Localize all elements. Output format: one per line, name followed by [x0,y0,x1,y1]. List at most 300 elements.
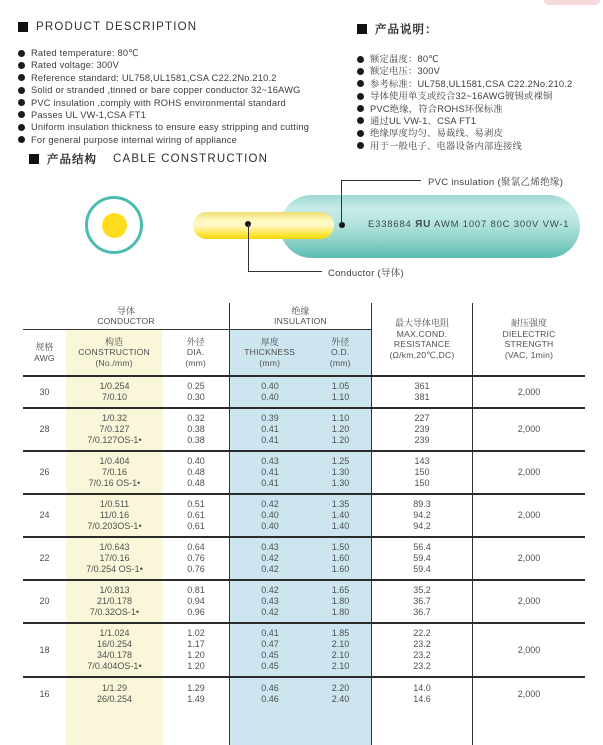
cell-value: 150 [414,467,430,477]
cell-value: 0.45 [261,650,279,660]
group-label-zh: 绝缘 [291,305,310,316]
cell-value: 1/0.32 [101,413,128,423]
bullet-text: PVC绝缘，符合ROHS环保标准 [370,103,503,114]
cell-value: 23.2 [413,661,431,671]
cell-value: 0.43 [261,596,279,606]
cell-value: 7/0.203OS-1• [87,521,142,531]
cell-value: 1.20 [187,661,205,671]
cell-value: 56.4 [413,542,431,552]
bullet-icon [18,87,25,94]
product-description-section [18,21,348,146]
cell-value: 0.42 [261,553,279,563]
hdr-unit: (mm) [329,357,351,368]
cell-dielectric [473,581,585,622]
section-marker-icon [357,24,367,34]
cell-value: 1.60 [331,564,350,574]
cell-awg [23,678,66,745]
cell-value: 0.41 [261,478,279,488]
bullet-text: PVC insulation ,comply with ROHS environmental standard [31,97,286,108]
cable-print-text [368,219,570,230]
bullet-text: For general purpose internal wiring of appliance [31,134,237,145]
cell-value: 0.48 [187,478,205,488]
cell-value: 59.4 [413,564,431,574]
cell-value: 23.2 [413,650,431,660]
bullet-text: 通过UL VW-1、CSA FT1 [370,115,477,126]
bullet-item [18,72,348,84]
hdr-zh: 最大导体电阻 [394,318,449,328]
cell-value: 0.43 [261,542,279,552]
cell-od [310,538,372,579]
section-title: PRODUCT DESCRIPTION [36,21,198,33]
cell-value: 0.42 [261,499,279,509]
cell-dielectric [473,678,585,745]
cell-dielectric [473,409,585,450]
cell-value: 14.6 [413,694,431,704]
cell-value: 94.2 [413,510,431,520]
cell-value: 35.2 [413,585,431,595]
insulation-callout-dot [339,222,345,228]
cell-od [310,377,372,407]
cell-resistance [372,409,473,450]
cell-value: 17/0.16 [99,553,130,563]
cell-value: 2.20 [331,683,350,693]
hdr-zh: 外径 [331,336,350,347]
bullet-item [357,53,602,65]
conductor-group-header [23,303,230,375]
cell-value: 239 [414,424,430,434]
cell-value: 1/0.404 [99,456,130,466]
cell-thickness [230,581,310,622]
spec-table [23,303,585,745]
cell-value: 0.42 [261,585,279,595]
cell-value: 150 [414,478,430,488]
cell-value: 1.80 [331,607,350,617]
bullet-icon [357,117,364,124]
bullet-item [357,65,602,77]
bullet-icon [357,56,364,63]
product-description-heading [18,21,348,33]
bullet-text: Uniform insulation thickness to ensure easy stripping and cutting [31,122,310,133]
bullet-item [18,59,348,71]
cell-value: 1/1.024 [99,628,130,638]
bullet-icon [18,50,25,57]
table-header [23,303,585,377]
cell-value: 1.65 [331,585,350,595]
hdr-en: DIA. [186,347,205,358]
section-title: 产品说明： [375,24,438,36]
bullet-text: 绝缘厚度均匀、易裁线、易剥皮 [370,128,503,139]
bullet-item [18,84,348,96]
bullet-item [357,127,602,139]
bullet-item [357,115,602,127]
cell-value: 0.43 [261,456,279,466]
cell-thickness [230,377,310,407]
bullet-item [357,78,602,90]
hdr-en: O.D. [330,347,350,358]
cell-value: 0.42 [261,564,279,574]
bullet-item [357,140,602,152]
cell-value: 0.46 [261,683,279,693]
cell-value: 7/0.254 OS-1• [86,564,143,574]
insulation-callout-line [341,180,421,181]
cell-value: 1/0.643 [99,542,130,552]
cell-value: 2.40 [331,694,350,704]
cell-thickness [230,495,310,536]
cell-value: 1/1.29 [101,683,128,693]
product-notes-heading [357,21,602,37]
bullet-text: Solid or stranded ,tinned or bare copper conductor 32~16AWG [31,85,301,96]
cell-value: 0.48 [187,467,205,477]
cell-dia [163,409,230,450]
cell-value: 2,000 [517,386,541,397]
conductor-subheaders [23,330,229,375]
bullet-icon [357,142,364,149]
cell-value: 1.17 [187,639,205,649]
cell-value: 7/0.10 [101,392,128,402]
hdr-zh: 规格 [35,342,54,352]
cell-value: 0.61 [187,510,205,520]
cell-value: 1.05 [331,381,350,391]
cell-value: 0.42 [261,607,279,617]
bullet-icon [18,111,25,118]
cell-value: 94.2 [413,521,431,531]
bullet-text: Reference standard: UL758,UL1581,CSA C22.2No.210.2 [31,72,277,83]
hdr-unit: (No./mm) [95,357,133,368]
cell-value: 0.76 [187,553,205,563]
cell-construction [66,377,163,407]
cell-value: 30 [39,386,50,397]
cell-value: 22 [39,553,50,563]
cell-value: 1/0.511 [99,499,130,509]
hdr-zh: 构造 [105,336,124,347]
cell-thickness [230,538,310,579]
bullet-icon [357,68,364,75]
cell-value: 36.7 [413,596,431,606]
table-row-group-awg-26 [23,452,585,495]
cell-value: 28 [39,424,50,434]
cell-od [310,409,372,450]
cell-awg [23,495,66,536]
cell-resistance [372,452,473,493]
cell-dielectric [473,624,585,676]
cell-value: 18 [39,644,50,655]
cell-value: 2,000 [517,644,541,655]
bullet-icon [357,80,364,87]
table-row-group-awg-22 [23,538,585,581]
cell-resistance [372,678,473,745]
cell-awg [23,377,66,407]
bullet-icon [357,93,364,100]
product-description-list [18,47,348,146]
cell-od [310,495,372,536]
cell-value: 26 [39,467,50,477]
cell-value: 0.40 [261,381,279,391]
construction-heading-en: CABLE CONSTRUCTION [113,153,269,165]
cell-value: 0.38 [187,435,205,445]
cell-resistance [372,624,473,676]
table-row-group-awg-24 [23,495,585,538]
insulation-group-header [230,303,372,375]
cable-diagram [0,170,603,303]
bullet-icon [18,136,25,143]
cell-value: 1.25 [331,456,350,466]
cell-awg [23,624,66,676]
cell-dia [163,624,230,676]
cell-dielectric [473,452,585,493]
cell-value: 2,000 [517,596,541,606]
bullet-text: 用于一般电子、电器设备内部连接线 [370,140,522,151]
cell-value: 0.61 [187,521,205,531]
cell-value: 361 [414,381,430,391]
bullet-item [18,47,348,59]
construction-heading [29,151,268,167]
insulation-subheaders [230,330,371,375]
hdr-unit: (mm) [259,357,281,368]
product-notes-list [357,53,602,152]
cell-value: 0.40 [261,392,279,402]
cell-value: 2,000 [517,510,541,520]
cell-construction [66,624,163,676]
header-awg [23,330,66,375]
cell-value: 14.0 [413,683,431,693]
cell-value: 0.47 [261,639,279,649]
cell-dia [163,452,230,493]
cell-value: 0.40 [187,456,205,466]
cell-value: 0.96 [187,607,205,617]
bullet-item [357,103,602,115]
conductor-label: Conductor (导体) [328,268,404,279]
cell-od [310,452,372,493]
cell-value: 0.39 [261,413,279,423]
cell-value: 239 [414,435,430,445]
bullet-item [18,109,348,121]
insulation-group-label [230,303,371,330]
cell-value: 59.4 [413,553,431,563]
conductor-rod [193,212,334,239]
cell-value: 0.41 [261,467,279,477]
hdr-unit: (Ω/km,20℃,DC) [389,349,455,360]
cell-od [310,581,372,622]
cell-value: 0.38 [187,424,205,434]
bullet-text: 额定温度：80℃ [370,54,439,64]
table-row-group-awg-20 [23,581,585,624]
cell-value: 0.41 [261,435,279,445]
bullet-icon [357,130,364,137]
table-body [23,377,585,745]
ul-file-number: E338684 [368,219,412,230]
hdr-en: THICKNESS [244,347,296,358]
cell-value: 0.45 [261,661,279,671]
cell-value: 0.81 [187,585,205,595]
cell-value: 36.7 [413,607,431,617]
table-row-group-awg-30 [23,377,585,409]
cell-value: 7/0.404OS-1• [87,661,142,671]
cell-value: 1.20 [331,424,350,434]
cell-value: 0.51 [187,499,205,509]
cell-value: 1/0.254 [99,381,130,391]
bullet-icon [18,74,25,81]
cell-resistance [372,538,473,579]
insulation-callout-line [341,180,342,225]
ul-recognized-mark-icon: ЯU [415,219,432,230]
cell-thickness [230,409,310,450]
cell-value: 1.40 [331,510,350,520]
header-thickness [230,330,309,375]
table-row-group-awg-16 [23,678,585,745]
cell-dielectric [473,538,585,579]
bullet-item [18,121,348,133]
cell-value: 2,000 [517,688,541,699]
cell-value: 20 [39,596,50,606]
cell-value: 7/0.127 [99,424,130,434]
cell-value: 1.30 [331,478,350,488]
hdr-unit: (mm) [185,357,207,368]
cell-value: 1.80 [331,596,350,606]
cell-value: 24 [39,510,50,520]
bullet-item [18,134,348,146]
header-resistance [372,303,473,375]
conductor-group-label [23,303,229,330]
bullet-icon [18,99,25,106]
cell-value: 0.46 [261,694,279,704]
cell-construction [66,678,163,745]
construction-heading-zh: 产品结构 [47,154,97,166]
logo-remnant [544,0,600,5]
cell-construction [66,452,163,493]
cell-value: 7/0.16 [101,467,128,477]
cell-value: 1.49 [187,694,205,704]
cell-thickness [230,452,310,493]
cell-value: 22.2 [413,628,431,638]
cell-value: 0.76 [187,564,205,574]
bullet-text: Passes UL VW-1,CSA FT1 [31,109,146,120]
hdr-en: AWG [33,352,55,363]
header-construction [66,330,163,375]
bullet-text: Rated temperature: 80℃ [31,48,139,58]
group-label-en: INSULATION [274,316,327,326]
cell-value: 23.2 [413,639,431,649]
cell-value: 227 [414,413,430,423]
cell-construction [66,581,163,622]
cell-dia [163,538,230,579]
cell-value: 7/0.32OS-1• [89,607,140,617]
cell-value: 0.40 [261,521,279,531]
cell-awg [23,452,66,493]
bullet-text: 额定电压：300V [370,66,440,77]
cell-value: 26/0.254 [96,694,133,704]
cell-value: 1.29 [187,683,205,693]
conductor-core-icon [102,213,127,238]
cell-construction [66,495,163,536]
cell-value: 381 [414,392,430,402]
cell-dia [163,678,230,745]
cell-awg [23,538,66,579]
cell-dia [163,495,230,536]
cell-value: 0.40 [261,510,279,520]
cell-value: 1.60 [331,553,350,563]
cell-construction [66,538,163,579]
cell-value: 21/0.178 [96,596,133,606]
cell-value: 2,000 [517,467,541,477]
hdr-zh: 耐压强度 [510,318,547,328]
cell-thickness [230,624,310,676]
hdr-zh: 厚度 [260,336,279,347]
cell-value: 0.41 [261,628,279,638]
header-od [309,330,371,375]
cell-resistance [372,495,473,536]
cell-value: 1.30 [331,467,350,477]
cell-value: 16 [39,688,50,699]
hdr-en: STRENGTH [504,339,554,349]
cell-value: 89.3 [413,499,431,509]
cell-resistance [372,377,473,407]
table-row-group-awg-28 [23,409,585,452]
cell-value: 1.20 [187,650,205,660]
cell-value: 2,000 [517,424,541,434]
hdr-zh: 外径 [186,336,205,347]
cable-cross-section [85,196,143,254]
cell-value: 0.25 [187,381,205,391]
cell-dielectric [473,495,585,536]
conductor-callout-line [248,224,249,271]
cell-value: 2.10 [331,650,350,660]
cell-value: 1.10 [331,392,350,402]
cell-value: 7/0.127OS-1• [87,435,142,445]
hdr-en: CONSTRUCTION [78,347,150,358]
cell-awg [23,409,66,450]
cell-od [310,624,372,676]
bullet-icon [18,124,25,131]
cell-value: 1.20 [331,435,350,445]
cell-value: 0.41 [261,424,279,434]
bullet-item [357,90,602,102]
cell-value: 7/0.16 OS-1• [88,478,141,488]
bullet-text: 导体使用单支或绞合32~16AWG镀锡或裸铜 [370,91,553,102]
cell-value: 1/0.813 [99,585,130,595]
hdr-unit: (VAC, 1min) [504,349,554,360]
cell-value: 1.35 [331,499,350,509]
cell-value: 143 [414,456,430,466]
cell-value: 1.40 [331,521,350,531]
bullet-item [18,97,348,109]
cell-od [310,678,372,745]
cell-value: 2.10 [331,639,350,649]
cell-dia [163,581,230,622]
cell-value: 0.64 [187,542,205,552]
bullet-icon [18,62,25,69]
hdr-en: MAX.COND. [396,328,448,339]
product-notes-section [357,21,602,152]
bullet-text: Rated voltage: 300V [31,60,120,71]
insulation-label: PVC insulation (聚氯乙烯绝缘) [428,177,564,188]
cell-value: 1.50 [331,542,350,552]
section-marker-icon [18,22,28,32]
cell-value: 2.10 [331,661,350,671]
cell-value: 16/0.254 [96,639,133,649]
cell-value: 1.10 [331,413,350,423]
cell-construction [66,409,163,450]
bullet-icon [357,105,364,112]
cell-value: 34/0.178 [96,650,133,660]
header-dielectric [473,303,585,375]
cell-value: 2,000 [517,553,541,563]
bullet-text: 参考标准：UL758,UL1581,CSA C22.2No.210.2 [370,78,573,89]
cell-dia [163,377,230,407]
cell-dielectric [473,377,585,407]
cell-value: 0.32 [187,413,205,423]
cell-value: 0.94 [187,596,205,606]
hdr-en: RESISTANCE [393,339,451,349]
